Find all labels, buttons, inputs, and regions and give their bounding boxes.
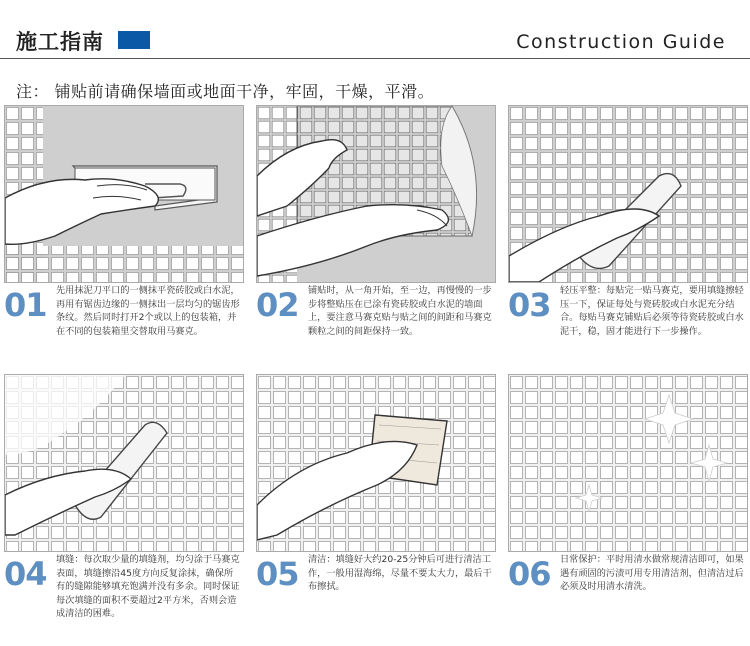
- step-number: 03: [508, 286, 551, 324]
- step-description: 铺贴时，从一角开始，至一边，再慢慢的一步步将整贴压在已涂有瓷砖胶或白水泥的墙面上，要注意马赛克贴与贴之间的间距和马赛克颗粒之间的间距保持一致。: [308, 285, 492, 337]
- page-title: 施工指南: [16, 30, 104, 54]
- prep-note: 注： 铺贴前请确保墙面或地面干净，牢固，干燥，平滑。: [16, 82, 435, 101]
- step-number: 06: [508, 555, 551, 593]
- illustration-step-6: [508, 374, 748, 552]
- step-description: 先用抹泥刀平口的一侧抹平瓷砖胶或白水泥，再用有锯齿边缘的一侧抹出一层均匀的锯齿形条纹。然后同时打开2个或以上的包装箱，并在不同的包装箱里交替取用马赛克。: [56, 285, 240, 337]
- step-block-5: [256, 553, 496, 643]
- step-3-image: [509, 106, 747, 282]
- illustration-step-3: [508, 105, 748, 283]
- step-description: 日常保护：平时用清水做常规清洁即可，如果遇有顽固的污渍可用专用清洁剂，但清洁过后必须及时用清水清洗。: [560, 554, 744, 593]
- step-description: 清洁：填缝好大约20-25分钟后可进行清洁工作，一般用湿海绵，尽量不要太大力，最后干布擦拭。: [308, 554, 492, 593]
- illustration-step-5: [256, 374, 496, 552]
- illustration-step-2: [256, 105, 496, 283]
- illustration-step-1: [4, 105, 244, 283]
- step-number: 04: [4, 555, 47, 593]
- step-number: 01: [4, 286, 47, 324]
- illustration-step-4: [4, 374, 244, 552]
- step-2-image: [257, 106, 495, 282]
- page-title-english: Construction Guide: [516, 31, 726, 53]
- step-6-image: [509, 375, 747, 551]
- step-4-image: [5, 375, 243, 551]
- header: [0, 0, 750, 66]
- title-accent-block: [118, 31, 150, 49]
- step-block-3: [508, 284, 748, 374]
- step-5-image: [257, 375, 495, 551]
- step-block-4: [4, 553, 244, 643]
- step-number: 05: [256, 555, 299, 593]
- step-description: 轻压平整：每贴完一贴马赛克，要用填缝擦轻压一下，保证每处与瓷砖胶或白水泥充分结合。每贴马赛克铺贴后必须等待瓷砖胶或白水泥干，稳，固才能进行下一步操作。: [560, 285, 744, 337]
- step-block-1: [4, 284, 244, 374]
- step-number: 02: [256, 286, 299, 324]
- step-block-2: [256, 284, 496, 374]
- header-divider: [0, 58, 750, 59]
- step-1-image: [5, 106, 243, 282]
- step-description: 填缝：每次取少量的填缝剂，均匀涂于马赛克表面，填缝擦沿45度方向反复涂抹，确保所有的缝隙能够填充饱满并没有多余。同时保证每次填缝的面积不要超过2平方米，否则会造成清洁的困难。: [56, 554, 240, 620]
- step-block-6: [508, 553, 748, 643]
